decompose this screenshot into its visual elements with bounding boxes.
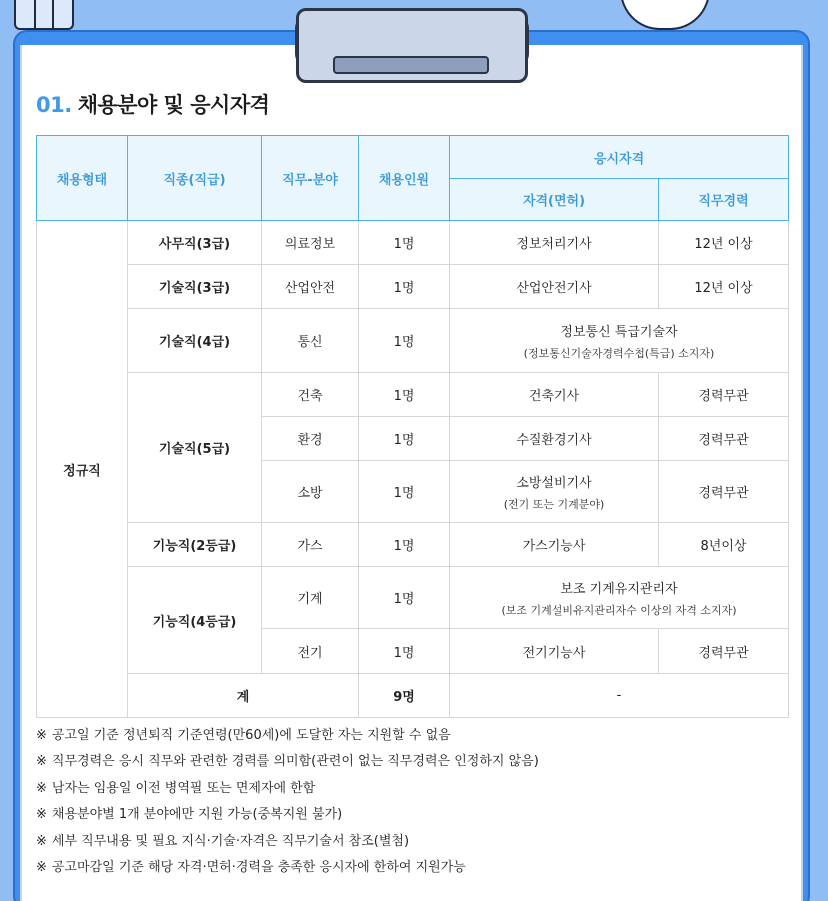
note-text: 남자는 임용일 이전 병역필 또는 면제자에 한함 [51,780,316,796]
count-cell: 1명 [359,523,450,567]
license-cell: 수질환경기사 [450,417,659,461]
count-cell: 1명 [359,629,450,674]
note-text: 공고마감일 기준 해당 자격·면허·경력을 충족한 응시자에 한하여 지원가능 [51,859,466,875]
note-text: 직무경력은 응시 직무와 관련한 경력를 의미함(관련이 없는 직무경력은 인정하지 않음) [51,754,539,770]
header-license: 자격(면허) [450,179,659,221]
field-cell: 통신 [262,309,359,373]
section-number: 01. [36,93,72,117]
license-note: (보조 기계설비유지관리자수 이상의 자격 소지자) [501,603,737,617]
note-mark: ※ [36,807,47,823]
employment-type-cell: 정규직 [37,221,128,718]
header-type: 채용형태 [37,136,128,221]
header-experience: 직무경력 [659,179,789,221]
grade-cell: 기술직(3급) [128,265,262,309]
total-qualification: - [450,674,789,718]
field-cell: 의료정보 [262,221,359,265]
count-cell: 1명 [359,265,450,309]
grade-cell: 사무직(3급) [128,221,262,265]
note-mark: ※ [36,859,47,875]
top-left-illustration [14,0,74,30]
count-cell: 1명 [359,567,450,629]
count-cell: 1명 [359,461,450,523]
field-cell: 소방 [262,461,359,523]
note-item [36,858,788,884]
notes-list [36,726,788,884]
license-cell-merged [450,309,789,373]
note-text: 공고일 기준 정년퇴직 기준연령(만60세)에 도달한 자는 지원할 수 없음 [51,728,451,743]
license-cell: 건축기사 [450,373,659,417]
table-row [37,523,789,567]
license-cell: 전기기능사 [450,629,659,674]
note-item [36,779,788,805]
note-mark: ※ [36,780,47,796]
total-label: 계 [128,674,359,718]
count-cell: 1명 [359,373,450,417]
total-count: 9명 [359,674,450,718]
section-heading [36,89,269,119]
experience-cell: 12년 이상 [659,221,789,265]
note-mark: ※ [36,754,47,770]
field-cell: 산업안전 [262,265,359,309]
license-cell: 산업안전기사 [450,265,659,309]
license-text: 보조 기계유지관리자 [560,581,678,597]
experience-cell: 경력무관 [659,461,789,523]
license-cell: 가스기능사 [450,523,659,567]
grade-cell: 기술직(5급) [128,373,262,523]
field-cell: 기계 [262,567,359,629]
table-row [37,567,789,629]
grade-cell: 기술직(4급) [128,309,262,373]
experience-cell: 경력무관 [659,629,789,674]
note-text: 채용분야별 1개 분야에만 지원 가능(중복지원 불가) [51,807,343,823]
note-mark: ※ [36,728,47,743]
field-cell: 건축 [262,373,359,417]
license-cell-merged [450,567,789,629]
field-cell: 환경 [262,417,359,461]
header-count: 채용인원 [359,136,450,221]
license-text: 소방설비기사 [516,475,592,491]
count-cell: 1명 [359,221,450,265]
note-item [36,832,788,858]
table-total-row [37,674,789,718]
experience-cell: 8년이상 [659,523,789,567]
table-row [37,373,789,417]
recruitment-table [36,135,789,718]
experience-cell: 12년 이상 [659,265,789,309]
note-mark: ※ [36,833,47,849]
count-cell: 1명 [359,309,450,373]
license-cell [450,461,659,523]
grade-cell: 기능직(4등급) [128,567,262,674]
license-cell: 정보처리기사 [450,221,659,265]
field-cell: 전기 [262,629,359,674]
section-title: 채용분야 및 응시자격 [77,93,270,117]
license-text: 정보통신 특급기술자 [560,324,678,340]
top-right-illustration [620,0,710,30]
header-field: 직무-분야 [262,136,359,221]
table-row [37,221,789,265]
clipboard-clip-bar [333,56,489,74]
header-qualification-group: 응시자격 [450,136,789,179]
table-row [37,265,789,309]
note-text: 세부 직무내용 및 필요 지식·기술·자격은 직무기술서 참조(별첨) [51,833,410,849]
header-grade: 직종(직급) [128,136,262,221]
license-note: (정보통신기술자경력수첩(특급) 소지자) [523,346,715,360]
table-row [37,309,789,373]
license-note: (전기 또는 기계분야) [503,497,605,511]
experience-cell: 경력무관 [659,417,789,461]
field-cell: 가스 [262,523,359,567]
note-item [36,726,788,752]
note-item [36,805,788,831]
note-item [36,752,788,778]
experience-cell: 경력무관 [659,373,789,417]
grade-cell: 기능직(2등급) [128,523,262,567]
count-cell: 1명 [359,417,450,461]
table-header-row [37,136,789,179]
